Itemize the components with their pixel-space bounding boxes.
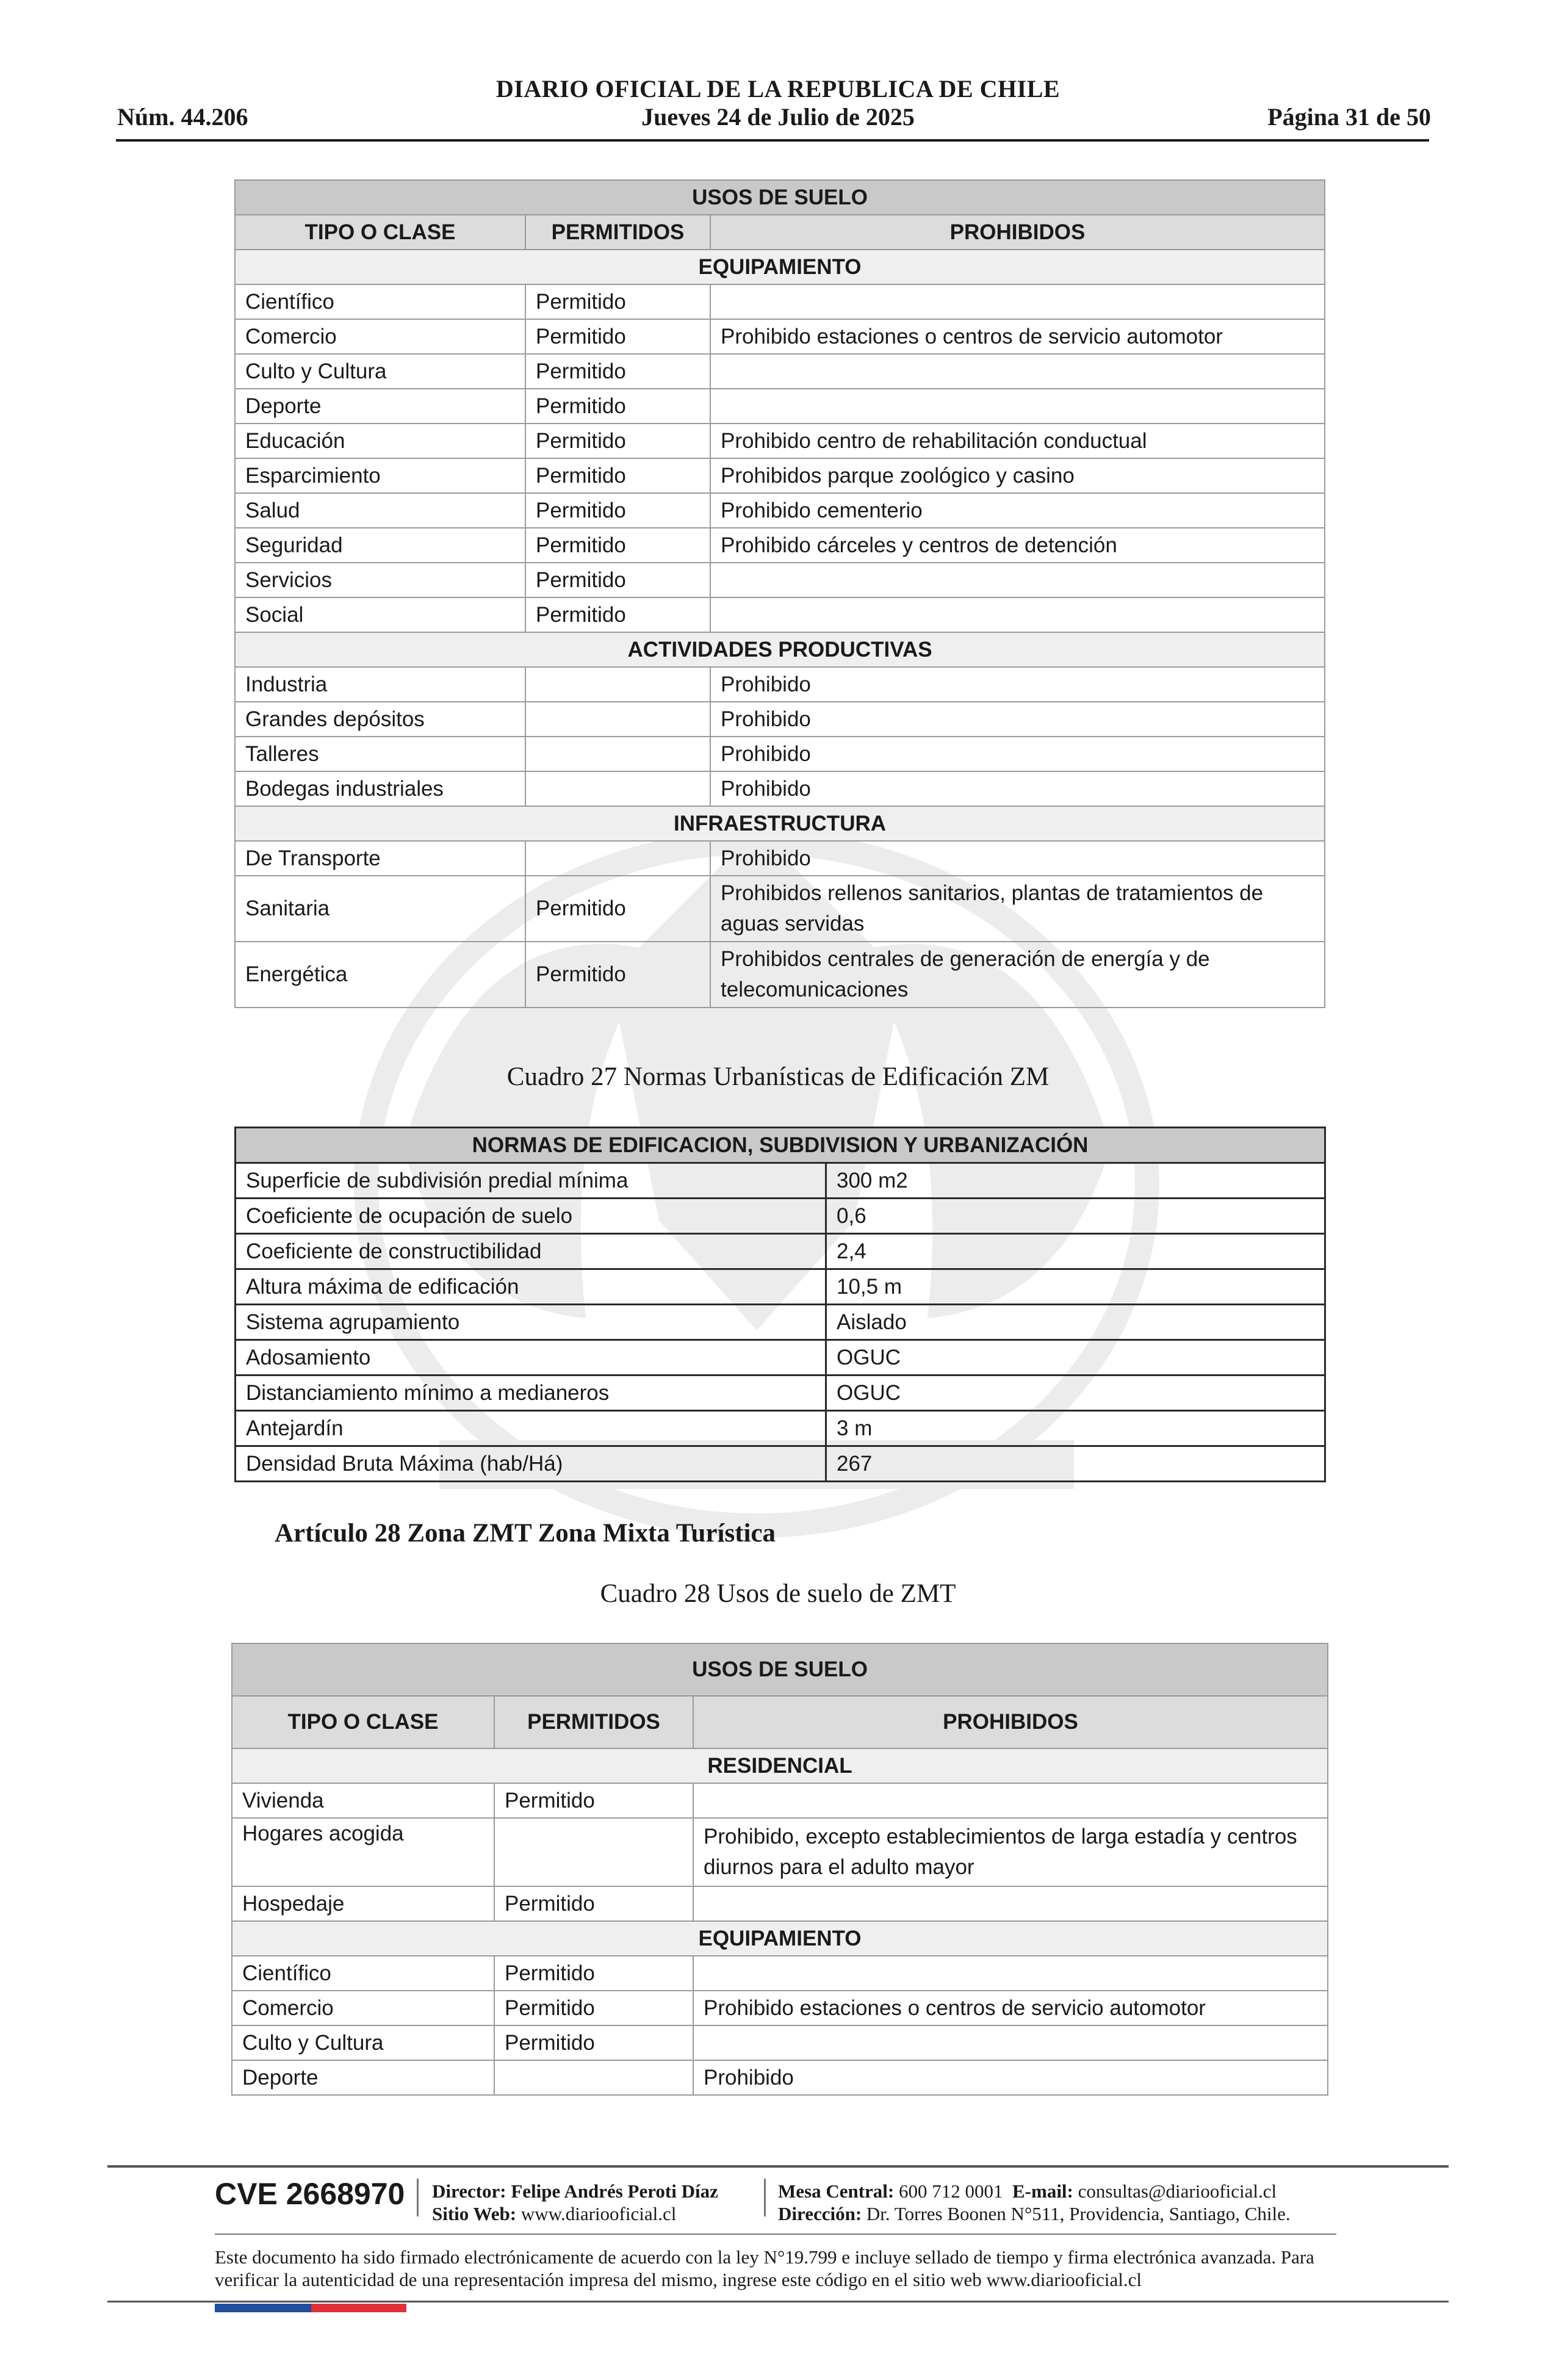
cell-tipo: Industria xyxy=(235,667,525,702)
table-row xyxy=(235,737,1325,771)
table-row xyxy=(235,597,1325,632)
cell-tipo: Servicios xyxy=(235,563,525,597)
cell-prohibido: Prohibido xyxy=(710,737,1325,771)
cell-tipo: Culto y Cultura xyxy=(235,354,525,389)
norm-label: Antejardín xyxy=(236,1411,826,1446)
cell-tipo: Salud xyxy=(235,493,525,528)
table-row xyxy=(236,1199,1325,1234)
norm-value: OGUC xyxy=(826,1340,1325,1376)
cell-tipo: Seguridad xyxy=(235,528,525,563)
table-row xyxy=(232,1956,1328,1991)
cell-tipo: Talleres xyxy=(235,737,525,771)
footer-rule-top xyxy=(107,2165,1449,2168)
cell-permitido xyxy=(525,771,710,806)
norm-label: Sistema agrupamiento xyxy=(236,1305,826,1340)
cell-prohibido xyxy=(693,1956,1328,1991)
table-row xyxy=(232,1886,1328,1921)
cell-permitido: Permitido xyxy=(525,319,710,354)
cell-tipo: Deporte xyxy=(232,2060,494,2095)
table-row xyxy=(235,389,1325,424)
cell-tipo: Culto y Cultura xyxy=(232,2025,494,2060)
table-band-title: NORMAS DE EDIFICACION, SUBDIVISION Y URBANIZACIÓN xyxy=(236,1128,1325,1163)
cell-permitido xyxy=(494,1818,693,1886)
cell-tipo: Hogares acogida xyxy=(232,1818,494,1886)
col-header-tipo: TIPO O CLASE xyxy=(232,1696,494,1748)
email-label: E-mail: xyxy=(1012,2180,1073,2202)
table-row xyxy=(235,424,1325,458)
norm-label: Superficie de subdivisión predial mínima xyxy=(236,1163,826,1199)
director-name: Felipe Andrés Peroti Díaz xyxy=(511,2180,718,2202)
cell-prohibido xyxy=(693,1783,1328,1818)
legal-notice: Este documento ha sido firmado electrónicamente de acuerdo con la ley N°19.799 e incluye sellado de tiempo y firma electrónica avanzada. Para verificar la autenticidad de una representación impresa del mismo, ingrese este código en el sitio web www.diariooficial.cl xyxy=(215,2246,1314,2290)
cell-prohibido: Prohibido xyxy=(710,771,1325,806)
section-equipamiento: EQUIPAMIENTO xyxy=(232,1921,1328,1956)
cell-tipo: De Transporte xyxy=(235,841,525,876)
table-row xyxy=(235,771,1325,806)
cell-tipo: Vivienda xyxy=(232,1783,494,1818)
table-band-title: USOS DE SUELO xyxy=(232,1643,1328,1696)
director-info xyxy=(432,2180,718,2225)
cell-permitido: Permitido xyxy=(525,528,710,563)
table-row xyxy=(235,876,1325,942)
col-header-permitidos: PERMITIDOS xyxy=(494,1696,693,1748)
norm-value: 3 m xyxy=(826,1411,1325,1446)
cell-prohibido: Prohibido estaciones o centros de servicio automotor xyxy=(710,319,1325,354)
header-rule xyxy=(116,139,1429,142)
cell-permitido: Permitido xyxy=(525,942,710,1008)
cell-prohibido xyxy=(693,2025,1328,2060)
cell-prohibido xyxy=(710,389,1325,424)
cell-tipo: Esparcimiento xyxy=(235,458,525,493)
cell-prohibido: Prohibidos rellenos sanitarios, plantas de tratamientos de aguas servidas xyxy=(710,876,1325,942)
cell-prohibido: Prohibido xyxy=(710,702,1325,737)
cell-tipo: Sanitaria xyxy=(235,876,525,942)
page-indicator: Página 31 de 50 xyxy=(1267,103,1431,131)
table-row xyxy=(235,493,1325,528)
norm-value: OGUC xyxy=(826,1376,1325,1411)
section-infraestructura: INFRAESTRUCTURA xyxy=(235,806,1325,841)
cell-prohibido: Prohibido estaciones o centros de servicio automotor xyxy=(693,1991,1328,2025)
article-heading: Artículo 28 Zona ZMT Zona Mixta Turística xyxy=(275,1519,776,1548)
issue-date: Jueves 24 de Julio de 2025 xyxy=(641,103,915,131)
cve-code: CVE 2668970 xyxy=(215,2177,405,2211)
table-row xyxy=(232,2060,1328,2095)
cell-permitido xyxy=(494,2060,693,2095)
section-actividades-productivas: ACTIVIDADES PRODUCTIVAS xyxy=(235,632,1325,667)
table-row xyxy=(235,841,1325,876)
cell-prohibido: Prohibidos parque zoológico y casino xyxy=(710,458,1325,493)
table-row xyxy=(236,1234,1325,1269)
cell-prohibido: Prohibidos centrales de generación de energía y de telecomunicaciones xyxy=(710,942,1325,1008)
norm-value: Aislado xyxy=(826,1305,1325,1340)
land-use-table-zmt xyxy=(231,1643,1328,2096)
table-row xyxy=(232,1783,1328,1818)
table-row xyxy=(236,1446,1325,1482)
norm-value: 0,6 xyxy=(826,1199,1325,1234)
cell-prohibido: Prohibido xyxy=(710,667,1325,702)
caption-cuadro-28: Cuadro 28 Usos de suelo de ZMT xyxy=(600,1579,956,1608)
cell-prohibido xyxy=(693,1886,1328,1921)
cell-permitido: Permitido xyxy=(525,424,710,458)
cell-prohibido: Prohibido cementerio xyxy=(710,493,1325,528)
table-row xyxy=(236,1411,1325,1446)
issue-number: Núm. 44.206 xyxy=(117,103,248,131)
col-header-prohibidos: PROHIBIDOS xyxy=(710,215,1325,250)
cell-tipo: Social xyxy=(235,597,525,632)
footer-separator xyxy=(764,2179,766,2216)
cell-permitido: Permitido xyxy=(525,563,710,597)
address-label: Dirección: xyxy=(778,2203,862,2224)
cell-permitido xyxy=(525,702,710,737)
footer-separator xyxy=(417,2179,419,2216)
col-header-prohibidos: PROHIBIDOS xyxy=(693,1696,1328,1748)
table-row xyxy=(236,1340,1325,1376)
cell-permitido: Permitido xyxy=(525,876,710,942)
cell-permitido: Permitido xyxy=(494,1991,693,2025)
section-equipamiento: EQUIPAMIENTO xyxy=(235,250,1325,284)
table-row xyxy=(235,942,1325,1008)
cell-permitido: Permitido xyxy=(494,1783,693,1818)
cell-permitido: Permitido xyxy=(525,354,710,389)
cell-prohibido xyxy=(710,597,1325,632)
contact-info xyxy=(778,2180,1291,2225)
cell-permitido: Permitido xyxy=(525,597,710,632)
cell-tipo: Científico xyxy=(232,1956,494,1991)
cell-prohibido: Prohibido xyxy=(710,841,1325,876)
col-header-tipo: TIPO O CLASE xyxy=(235,215,525,250)
cell-permitido: Permitido xyxy=(525,493,710,528)
table-row xyxy=(235,563,1325,597)
cell-tipo: Deporte xyxy=(235,389,525,424)
cell-prohibido: Prohibido xyxy=(693,2060,1328,2095)
cell-prohibido xyxy=(710,284,1325,319)
table-row xyxy=(235,458,1325,493)
building-norms-table xyxy=(234,1127,1326,1482)
website-link[interactable]: www.diariooficial.cl xyxy=(520,2203,677,2224)
cell-prohibido: Prohibido, excepto establecimientos de larga estadía y centros diurnos para el adulto mayor xyxy=(693,1818,1328,1886)
table-row xyxy=(236,1305,1325,1340)
cell-permitido: Permitido xyxy=(525,284,710,319)
cell-tipo: Grandes depósitos xyxy=(235,702,525,737)
table-row xyxy=(235,702,1325,737)
cell-tipo: Educación xyxy=(235,424,525,458)
cell-tipo: Comercio xyxy=(232,1991,494,2025)
cell-permitido xyxy=(525,737,710,771)
norm-label: Coeficiente de ocupación de suelo xyxy=(236,1199,826,1234)
table-row xyxy=(235,319,1325,354)
footer-rule-bottom xyxy=(107,2301,1449,2302)
cell-prohibido xyxy=(710,354,1325,389)
footer-rule-middle xyxy=(215,2234,1336,2235)
cell-tipo: Energética xyxy=(235,942,525,1008)
cell-prohibido: Prohibido cárceles y centros de detención xyxy=(710,528,1325,563)
cell-permitido xyxy=(525,841,710,876)
newspaper-title: DIARIO OFICIAL DE LA REPUBLICA DE CHILE xyxy=(495,75,1061,103)
cell-permitido: Permitido xyxy=(494,1886,693,1921)
section-residencial: RESIDENCIAL xyxy=(232,1748,1328,1783)
cell-tipo: Comercio xyxy=(235,319,525,354)
director-label: Director: xyxy=(432,2180,506,2202)
table-row xyxy=(232,1991,1328,2025)
norm-value: 267 xyxy=(826,1446,1325,1482)
col-header-permitidos: PERMITIDOS xyxy=(525,215,710,250)
cell-tipo: Hospedaje xyxy=(232,1886,494,1921)
address-text: Dr. Torres Boonen N°511, Providencia, Santiago, Chile. xyxy=(866,2203,1291,2224)
norm-label: Distanciamiento mínimo a medianeros xyxy=(236,1376,826,1411)
norm-value: 10,5 m xyxy=(826,1269,1325,1305)
mesa-label: Mesa Central: xyxy=(778,2180,895,2202)
flag-stripe-red xyxy=(311,2304,406,2312)
caption-cuadro-27: Cuadro 27 Normas Urbanísticas de Edificación ZM xyxy=(506,1062,1050,1091)
norm-value: 2,4 xyxy=(826,1234,1325,1269)
flag-stripe-blue xyxy=(215,2304,311,2312)
table-row xyxy=(235,528,1325,563)
cell-permitido xyxy=(525,667,710,702)
cell-tipo: Bodegas industriales xyxy=(235,771,525,806)
table-row xyxy=(232,2025,1328,2060)
table-row xyxy=(235,354,1325,389)
cell-permitido: Permitido xyxy=(494,2025,693,2060)
norm-value: 300 m2 xyxy=(826,1163,1325,1199)
norm-label: Densidad Bruta Máxima (hab/Há) xyxy=(236,1446,826,1482)
table-row xyxy=(236,1163,1325,1199)
cell-prohibido: Prohibido centro de rehabilitación conductual xyxy=(710,424,1325,458)
cell-permitido: Permitido xyxy=(494,1956,693,1991)
website-label: Sitio Web: xyxy=(432,2203,517,2224)
land-use-table-zm xyxy=(234,179,1325,1008)
table-row xyxy=(236,1376,1325,1411)
cell-permitido: Permitido xyxy=(525,389,710,424)
cell-permitido: Permitido xyxy=(525,458,710,493)
norm-label: Coeficiente de constructibilidad xyxy=(236,1234,826,1269)
cell-tipo: Científico xyxy=(235,284,525,319)
table-row xyxy=(232,1818,1328,1886)
email-link[interactable]: consultas@diariooficial.cl xyxy=(1078,2180,1277,2202)
table-row xyxy=(236,1269,1325,1305)
norm-label: Altura máxima de edificación xyxy=(236,1269,826,1305)
table-row xyxy=(235,284,1325,319)
cell-prohibido xyxy=(710,563,1325,597)
mesa-phone: 600 712 0001 xyxy=(899,2180,1003,2202)
table-band-title: USOS DE SUELO xyxy=(235,180,1325,215)
table-row xyxy=(235,667,1325,702)
norm-label: Adosamiento xyxy=(236,1340,826,1376)
